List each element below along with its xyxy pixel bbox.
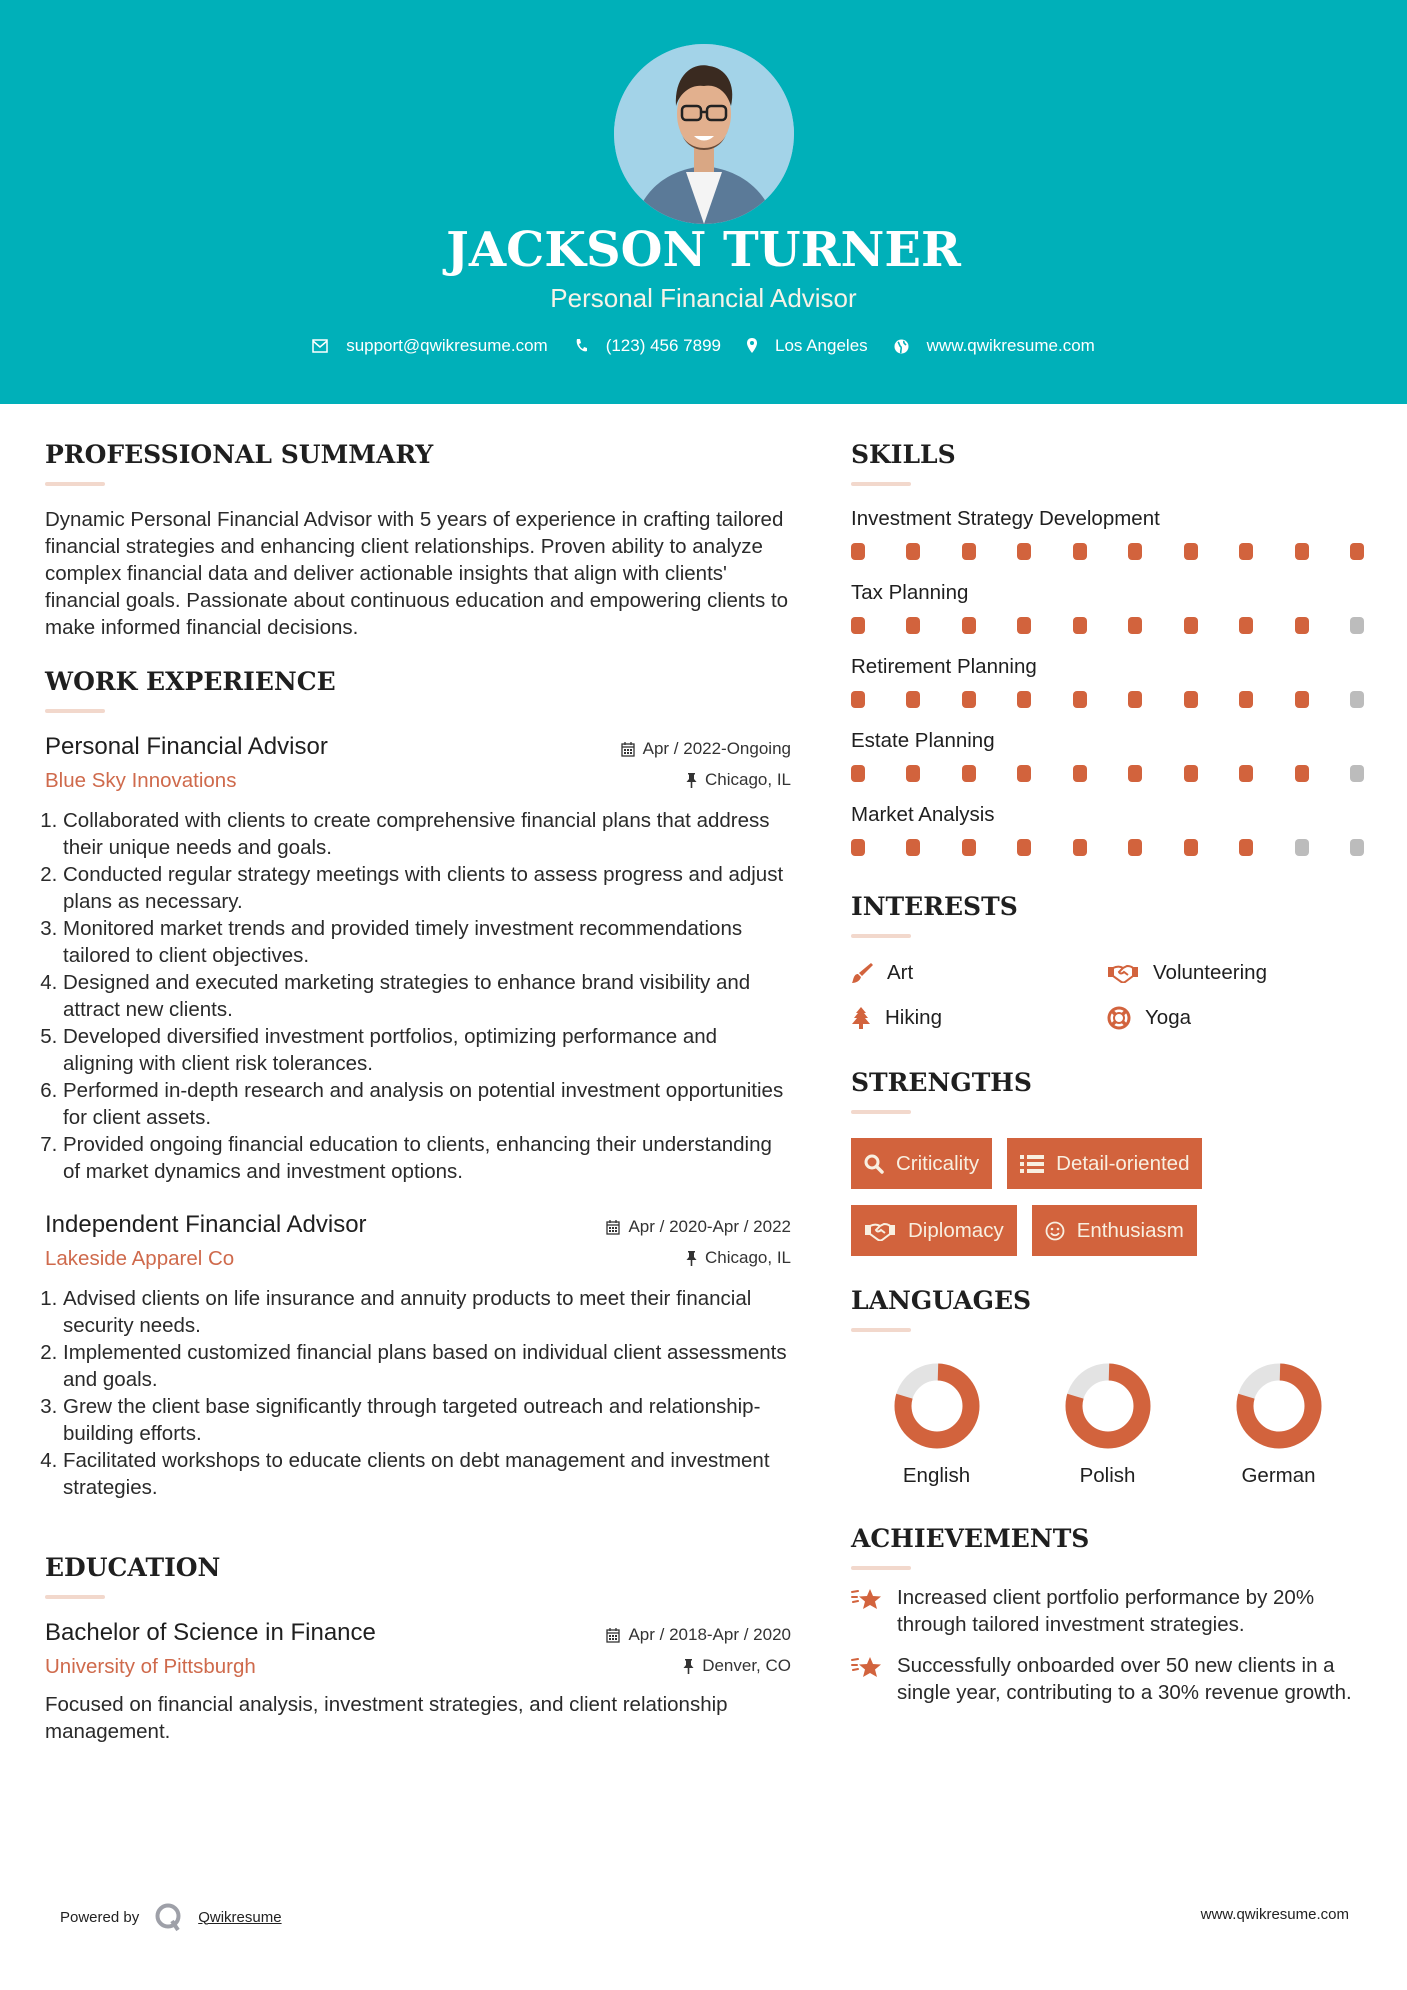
- skill-dot-filled: [1017, 617, 1031, 634]
- strengths-list: [851, 1138, 1281, 1256]
- skill-item: [851, 726, 1371, 800]
- language-item: [1193, 1362, 1364, 1488]
- skill-dot-filled: [1184, 543, 1198, 560]
- skill-dot-filled: [1128, 691, 1142, 708]
- duty-item: 6. Performed in-depth research and analysis on potential investment opportunities for client assets.: [63, 1077, 791, 1131]
- duty-item: 3. Grew the client base significantly through targeted outreach and relationship-building efforts.: [63, 1393, 791, 1447]
- summary-section: [45, 440, 791, 641]
- strength-label: Diplomacy: [908, 1218, 1004, 1242]
- job-location: [686, 770, 791, 790]
- skill-dot-filled: [1017, 691, 1031, 708]
- interest-item: [1107, 958, 1363, 987]
- contact-email[interactable]: [312, 336, 548, 356]
- section-divider: [851, 1566, 911, 1570]
- education-description: Focused on financial analysis, investment strategies, and client relationship management.: [45, 1693, 728, 1743]
- interest-label: Volunteering: [1153, 960, 1267, 984]
- languages-list: [851, 1362, 1371, 1488]
- skills-section: [851, 440, 1371, 874]
- summary-text: Dynamic Personal Financial Advisor with 5 years of experience in crafting tailored financial strategies and enhancing client relationships. Proven ability to analyze complex financial data and deliver actionable insights that align with clients' financial goals. Passionate about continuous education and empowering clients to make informed financial decisions.: [45, 508, 789, 639]
- skill-dot-filled: [1295, 765, 1309, 782]
- qwikresume-link[interactable]: Qwikresume: [198, 1908, 282, 1926]
- shooting-star-icon: [851, 1654, 883, 1680]
- skill-dot-filled: [1128, 617, 1142, 634]
- job-entry: [45, 1211, 791, 1501]
- section-divider: [45, 482, 105, 486]
- skill-dot-filled: [1184, 839, 1198, 856]
- tree-icon: [851, 1007, 871, 1029]
- skill-dot-filled: [1239, 839, 1253, 856]
- education-entry: [45, 1619, 791, 1745]
- skill-dot-filled: [1239, 691, 1253, 708]
- job-title: Independent Financial Advisor: [45, 1211, 367, 1238]
- skill-dot-filled: [1073, 765, 1087, 782]
- phone-icon: [574, 338, 588, 354]
- skills-list: [851, 504, 1371, 874]
- skill-dot-filled: [851, 543, 865, 560]
- duty-item: 2. Conducted regular strategy meetings with clients to assess progress and adjust plans as necessary.: [63, 861, 791, 915]
- duty-item: 2. Implemented customized financial plans based on individual client assessments and goals.: [63, 1339, 791, 1393]
- skill-dot-filled: [1017, 839, 1031, 856]
- strength-chip: [851, 1205, 1017, 1256]
- skill-item: [851, 800, 1371, 874]
- search-icon: [864, 1154, 884, 1174]
- achievements-section: [851, 1524, 1371, 1706]
- skill-dot-filled: [1073, 617, 1087, 634]
- skill-dot-filled: [851, 617, 865, 634]
- skill-dot-filled: [906, 691, 920, 708]
- language-proficiency-donut: [893, 1362, 981, 1450]
- achievements-list: [851, 1584, 1371, 1706]
- calendar-icon: [621, 742, 635, 757]
- profile-photo: [614, 44, 794, 224]
- strength-label: Enthusiasm: [1076, 1218, 1184, 1242]
- experience-section: [45, 667, 791, 1501]
- skills-heading: SKILLS: [851, 440, 956, 469]
- skill-name: Estate Planning: [851, 729, 995, 752]
- language-proficiency-donut: [1064, 1362, 1152, 1450]
- achievement-item: [851, 1584, 1371, 1638]
- calendar-icon: [606, 1628, 620, 1643]
- interests-section: [851, 892, 1371, 1032]
- experience-heading: WORK EXPERIENCE: [45, 667, 336, 696]
- job-location: [686, 1248, 791, 1268]
- footer-website[interactable]: www.qwikresume.com: [1200, 1906, 1349, 1923]
- candidate-name: JACKSON TURNER: [446, 222, 961, 278]
- job-date: [606, 1217, 791, 1237]
- skill-name: Investment Strategy Development: [851, 507, 1160, 530]
- duty-item: 1. Advised clients on life insurance and annuity products to meet their financial security needs.: [63, 1285, 791, 1339]
- smile-icon: [1045, 1221, 1065, 1241]
- skill-rating: [851, 534, 1364, 578]
- contact-location-text: Los Angeles: [775, 336, 868, 355]
- skill-rating: [851, 608, 1364, 652]
- skill-dot-empty: [1295, 839, 1309, 856]
- skill-dot-filled: [962, 765, 976, 782]
- job-location-text: Chicago, IL: [705, 770, 791, 789]
- job-duties-list: [45, 1285, 791, 1501]
- interest-item: [851, 1003, 1107, 1032]
- skill-dot-filled: [962, 839, 976, 856]
- duty-item: 5. Developed diversified investment portfolios, optimizing performance and aligning with client risk tolerances.: [63, 1023, 791, 1077]
- education-date: [606, 1625, 791, 1645]
- languages-heading: LANGUAGES: [851, 1286, 1032, 1315]
- school-name: University of Pittsburgh: [45, 1655, 256, 1678]
- contact-website[interactable]: [894, 336, 1095, 356]
- job-title: Personal Financial Advisor: [45, 733, 328, 760]
- interest-label: Yoga: [1145, 1005, 1191, 1029]
- skill-dot-filled: [962, 543, 976, 560]
- skill-item: [851, 652, 1371, 726]
- language-item: [851, 1362, 1022, 1488]
- skill-dot-filled: [1295, 543, 1309, 560]
- language-label: German: [1241, 1464, 1316, 1487]
- skill-dot-filled: [1350, 543, 1364, 560]
- education-location-text: Denver, CO: [702, 1656, 791, 1675]
- contact-email-text: support@qwikresume.com: [346, 336, 548, 355]
- education-heading: EDUCATION: [45, 1553, 221, 1582]
- contact-bar: [0, 336, 1407, 356]
- degree-title: Bachelor of Science in Finance: [45, 1619, 376, 1646]
- skill-dot-empty: [1350, 765, 1364, 782]
- job-duties-list: [45, 807, 791, 1185]
- skill-dot-filled: [851, 765, 865, 782]
- skill-dot-empty: [1350, 839, 1364, 856]
- interest-label: Hiking: [885, 1005, 942, 1029]
- pushpin-icon: [686, 1251, 697, 1266]
- skill-dot-filled: [1073, 691, 1087, 708]
- handshake-icon: [864, 1221, 896, 1241]
- footer-powered-by: [60, 1902, 282, 1932]
- skill-name: Market Analysis: [851, 803, 995, 826]
- achievement-text: Successfully onboarded over 50 new clients in a single year, contributing to a 30% revenue growth.: [897, 1654, 1352, 1704]
- paintbrush-icon: [851, 962, 873, 984]
- globe-icon: [894, 339, 909, 354]
- strengths-section: [851, 1068, 1371, 1256]
- map-pin-icon: [747, 338, 757, 354]
- section-divider: [45, 1595, 105, 1599]
- achievements-heading: ACHIEVEMENTS: [851, 1524, 1090, 1553]
- skill-rating: [851, 682, 1364, 726]
- header-banner: [0, 0, 1407, 404]
- skill-dot-filled: [1239, 543, 1253, 560]
- strength-label: Detail-oriented: [1056, 1151, 1190, 1175]
- duty-item: 7. Provided ongoing financial education to clients, enhancing their understanding of market dynamics and investment options.: [63, 1131, 791, 1185]
- summary-heading: PROFESSIONAL SUMMARY: [45, 440, 434, 469]
- section-divider: [851, 1328, 911, 1332]
- skill-dot-filled: [1128, 543, 1142, 560]
- duty-item: 3. Monitored market trends and provided timely investment recommendations tailored to client objectives.: [63, 915, 791, 969]
- calendar-icon: [606, 1220, 620, 1235]
- interest-label: Art: [887, 960, 914, 984]
- skill-dot-filled: [1239, 765, 1253, 782]
- duty-item: 4. Designed and executed marketing strategies to enhance brand visibility and attract new clients.: [63, 969, 791, 1023]
- skill-dot-filled: [1184, 765, 1198, 782]
- duty-item: 4. Facilitated workshops to educate clients on debt management and investment strategies.: [63, 1447, 791, 1501]
- skill-dot-filled: [1017, 543, 1031, 560]
- strength-chip: [1007, 1138, 1202, 1189]
- duty-item: 1. Collaborated with clients to create comprehensive financial plans that address their unique needs and goals.: [63, 807, 791, 861]
- skill-rating: [851, 830, 1364, 874]
- skill-dot-filled: [962, 691, 976, 708]
- education-location: [683, 1656, 791, 1676]
- skill-dot-filled: [1295, 691, 1309, 708]
- job-location-text: Chicago, IL: [705, 1248, 791, 1267]
- job-date: [621, 739, 791, 759]
- interests-list: [851, 958, 1371, 1032]
- job-company: Lakeside Apparel Co: [45, 1247, 235, 1270]
- strength-chip: [1032, 1205, 1197, 1256]
- avatar: [614, 44, 794, 224]
- contact-website-text: www.qwikresume.com: [926, 336, 1095, 355]
- achievement-item: [851, 1652, 1371, 1706]
- strengths-heading: STRENGTHS: [851, 1068, 1032, 1097]
- skill-dot-filled: [1295, 617, 1309, 634]
- contact-phone[interactable]: [574, 336, 721, 356]
- education-section: [45, 1553, 791, 1745]
- interest-item: [851, 958, 1107, 987]
- skill-item: [851, 504, 1371, 578]
- language-proficiency-donut: [1235, 1362, 1323, 1450]
- skill-dot-filled: [1184, 617, 1198, 634]
- job-date-text: Apr / 2022-Ongoing: [642, 739, 791, 758]
- skill-item: [851, 578, 1371, 652]
- skill-dot-filled: [962, 617, 976, 634]
- skill-dot-filled: [1239, 617, 1253, 634]
- skill-dot-filled: [1073, 543, 1087, 560]
- job-date-text: Apr / 2020-Apr / 2022: [628, 1217, 791, 1236]
- section-divider: [45, 709, 105, 713]
- shooting-star-icon: [851, 1586, 883, 1612]
- left-column: [45, 440, 791, 1745]
- skill-dot-filled: [906, 617, 920, 634]
- language-label: English: [902, 1464, 971, 1487]
- skill-dot-empty: [1350, 617, 1364, 634]
- contact-phone-text: (123) 456 7899: [605, 336, 722, 355]
- skill-dot-filled: [1184, 691, 1198, 708]
- skill-dot-filled: [906, 765, 920, 782]
- skill-dot-filled: [1128, 765, 1142, 782]
- handshake-icon: [1107, 963, 1139, 983]
- skill-dot-filled: [906, 543, 920, 560]
- section-divider: [851, 482, 911, 486]
- life-ring-icon: [1107, 1006, 1131, 1030]
- pushpin-icon: [686, 773, 697, 788]
- interest-item: [1107, 1003, 1363, 1032]
- envelope-icon: [312, 339, 328, 353]
- skill-dot-filled: [1128, 839, 1142, 856]
- section-divider: [851, 1110, 911, 1114]
- language-label: Polish: [1079, 1464, 1136, 1487]
- skill-dot-filled: [1073, 839, 1087, 856]
- strength-chip: [851, 1138, 992, 1189]
- skill-name: Retirement Planning: [851, 655, 1037, 678]
- education-date-text: Apr / 2018-Apr / 2020: [628, 1625, 791, 1644]
- interests-heading: INTERESTS: [851, 892, 1018, 921]
- section-divider: [851, 934, 911, 938]
- skill-rating: [851, 756, 1364, 800]
- job-company: Blue Sky Innovations: [45, 769, 237, 792]
- qwikresume-logo-icon: [154, 1902, 184, 1932]
- candidate-title: Personal Financial Advisor: [550, 283, 857, 313]
- skill-name: Tax Planning: [851, 581, 969, 604]
- right-column: [851, 440, 1371, 1706]
- strength-label: Criticality: [896, 1151, 980, 1175]
- language-item: [1022, 1362, 1193, 1488]
- skill-dot-filled: [851, 839, 865, 856]
- languages-section: [851, 1286, 1371, 1488]
- skill-dot-filled: [851, 691, 865, 708]
- list-icon: [1020, 1155, 1044, 1173]
- job-entry: [45, 733, 791, 1185]
- skill-dot-filled: [1017, 765, 1031, 782]
- skill-dot-empty: [1350, 691, 1364, 708]
- contact-location: [747, 336, 868, 356]
- pushpin-icon: [683, 1659, 694, 1674]
- skill-dot-filled: [906, 839, 920, 856]
- achievement-text: Increased client portfolio performance by 20% through tailored investment strategies.: [897, 1586, 1315, 1636]
- powered-by-label: Powered by: [60, 1908, 140, 1926]
